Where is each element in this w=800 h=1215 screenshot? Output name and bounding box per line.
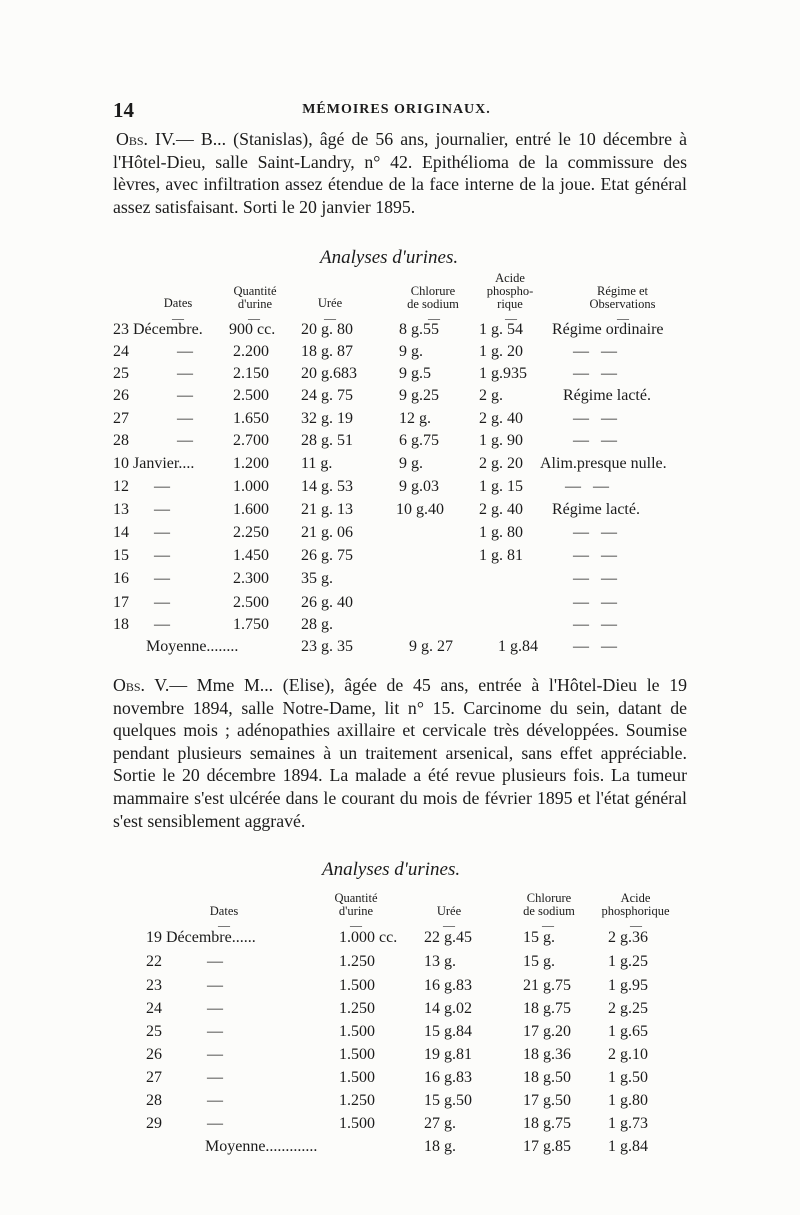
row-uree: 19 g.81 [424, 1046, 472, 1063]
row-uree: 15 g.84 [424, 1023, 472, 1040]
row-date: 24 [113, 343, 129, 360]
header-dash: — [443, 918, 455, 932]
row-quantite: 1.000 [233, 478, 269, 495]
row-acide: 2 g. [479, 387, 503, 404]
row-chlorure: 15 g. [523, 953, 555, 970]
table-row-average [0, 1138, 800, 1162]
row-uree: 32 g. 19 [301, 410, 353, 427]
table-row [0, 594, 800, 618]
row-ditto: — [154, 501, 170, 518]
observation-5-paragraph [113, 674, 687, 832]
row-uree: 14 g.02 [424, 1000, 472, 1017]
row-acide: 1 g. 80 [479, 524, 523, 541]
table-row [0, 953, 800, 977]
table-1-header-regime [570, 285, 675, 311]
header-dash: — [505, 311, 517, 325]
header-line: d'urine [237, 297, 273, 311]
row-date: 27 [113, 410, 129, 427]
row-regime: Régime ordinaire [552, 321, 664, 338]
average-uree: 23 g. 35 [301, 638, 353, 655]
table-row [0, 387, 800, 411]
row-regime: — — [573, 616, 617, 633]
row-uree: 13 g. [424, 953, 456, 970]
row-acide: 1 g.95 [608, 977, 648, 994]
row-ditto: — [207, 1092, 223, 1109]
header-dash: — [248, 311, 260, 325]
row-quantite: 1.450 [233, 547, 269, 564]
header-line: rique [497, 297, 523, 311]
row-regime: — — [573, 343, 617, 360]
average-acide: 1 g.84 [608, 1138, 648, 1155]
observation-4-label: Obs. IV. [116, 129, 176, 149]
row-acide: 1 g.50 [608, 1069, 648, 1086]
row-ditto: — [154, 478, 170, 495]
table-row [0, 570, 800, 594]
row-uree: 18 g. 87 [301, 343, 353, 360]
row-ditto: — [207, 1000, 223, 1017]
row-ditto: — [207, 977, 223, 994]
row-quantite: 1.500 [339, 1023, 375, 1040]
row-quantite: 1.250 [339, 953, 375, 970]
row-chlorure: 10 g.40 [396, 501, 444, 518]
row-regime: — — [573, 432, 617, 449]
row-ditto: — [177, 343, 193, 360]
row-quantite: 2.700 [233, 432, 269, 449]
row-date: 22 [146, 953, 162, 970]
header-line: Acide [620, 891, 651, 905]
row-acide: 1 g. 54 [479, 321, 523, 338]
row-ditto: — [177, 410, 193, 427]
row-ditto: — [207, 1046, 223, 1063]
row-uree: 22 g.45 [424, 929, 472, 946]
header-dash: — [172, 311, 184, 325]
table-1-header-uree: Urée [317, 296, 343, 310]
row-ditto: — [154, 547, 170, 564]
row-uree: 28 g. 51 [301, 432, 353, 449]
page-number: 14 [113, 98, 134, 122]
row-regime: — — [573, 365, 617, 382]
row-quantite: 1.750 [233, 616, 269, 633]
row-ditto: — [154, 594, 170, 611]
row-uree: 11 g. [301, 455, 333, 472]
running-title: MÉMOIRES ORIGINAUX. [302, 102, 491, 117]
header-dash: — [428, 311, 440, 325]
row-regime: — — [573, 547, 617, 564]
header-line: Observations [589, 297, 656, 311]
row-date: 26 [146, 1046, 162, 1063]
row-regime: Régime lacté. [563, 387, 651, 404]
row-regime: — — [565, 478, 609, 495]
row-acide: 2 g.10 [608, 1046, 648, 1063]
row-quantite: 1.500 [339, 1046, 375, 1063]
row-regime: — — [573, 570, 617, 587]
header-line: Chlorure [526, 891, 572, 905]
row-date: 19 Décembre...... [146, 929, 256, 946]
header-dash: — [350, 918, 362, 932]
row-date: 14 [113, 524, 129, 541]
table-row [0, 547, 800, 571]
row-uree: 21 g. 06 [301, 524, 353, 541]
row-quantite: 1.500 [339, 1115, 375, 1132]
row-ditto: — [177, 432, 193, 449]
table-1-caption: Analyses d'urines. [320, 247, 459, 268]
table-1-header-quantite [215, 285, 295, 311]
table-row [0, 524, 800, 548]
row-acide: 1 g.935 [479, 365, 527, 382]
row-quantite: 2.500 [233, 387, 269, 404]
table-2-header-acide [588, 892, 683, 918]
row-uree: 14 g. 53 [301, 478, 353, 495]
table-row [0, 478, 800, 502]
row-date: 28 [113, 432, 129, 449]
row-date: 23 Décembre. [113, 321, 203, 338]
row-chlorure: 6 g.75 [399, 432, 439, 449]
row-date: 15 [113, 547, 129, 564]
table-row [0, 501, 800, 525]
table-2-header-dates: Dates [209, 904, 239, 918]
row-date: 10 Janvier.... [113, 455, 195, 472]
row-date: 28 [146, 1092, 162, 1109]
header-line: Quantité [334, 891, 378, 905]
row-uree: 20 g. 80 [301, 321, 353, 338]
row-uree: 26 g. 40 [301, 594, 353, 611]
header-line: de sodium [407, 297, 459, 311]
header-line: phospho- [486, 284, 534, 298]
row-chlorure: 17 g.50 [523, 1092, 571, 1109]
row-uree: 16 g.83 [424, 977, 472, 994]
average-acide: 1 g.84 [498, 638, 538, 655]
row-quantite: 1.500 [339, 1069, 375, 1086]
row-uree: 16 g.83 [424, 1069, 472, 1086]
row-quantite: 1.500 [339, 977, 375, 994]
table-row [0, 616, 800, 640]
header-line: Régime et [596, 284, 649, 298]
row-uree: 15 g.50 [424, 1092, 472, 1109]
row-quantite: 1.600 [233, 501, 269, 518]
row-uree: 27 g. [424, 1115, 456, 1132]
row-quantite: 2.500 [233, 594, 269, 611]
row-chlorure: 18 g.50 [523, 1069, 571, 1086]
row-chlorure: 21 g.75 [523, 977, 571, 994]
table-1-header-dates: Dates [163, 296, 193, 310]
row-date: 26 [113, 387, 129, 404]
row-acide: 2 g.36 [608, 929, 648, 946]
row-chlorure: 12 g. [399, 410, 431, 427]
row-date: 23 [146, 977, 162, 994]
row-ditto: — [207, 1023, 223, 1040]
row-chlorure: 9 g. [399, 343, 423, 360]
row-ditto: — [207, 1115, 223, 1132]
row-chlorure: 9 g.25 [399, 387, 439, 404]
average-regime: — — [573, 638, 617, 655]
row-quantite: 1.200 [233, 455, 269, 472]
row-chlorure: 18 g.75 [523, 1000, 571, 1017]
average-label: Moyenne............. [205, 1138, 318, 1155]
row-acide: 1 g.65 [608, 1023, 648, 1040]
row-ditto: — [207, 953, 223, 970]
header-line: Quantité [233, 284, 277, 298]
header-dash: — [542, 918, 554, 932]
header-dash: — [617, 311, 629, 325]
row-acide: 2 g. 40 [479, 501, 523, 518]
header-line: Chlorure [410, 284, 456, 298]
row-quantite: 2.250 [233, 524, 269, 541]
row-uree: 35 g. [301, 570, 333, 587]
row-uree: 28 g. [301, 616, 333, 633]
row-date: 12 [113, 478, 129, 495]
row-acide: 1 g.80 [608, 1092, 648, 1109]
row-acide: 2 g. 20 [479, 455, 523, 472]
row-quantite: 1.250 [339, 1000, 375, 1017]
row-acide: 1 g. 20 [479, 343, 523, 360]
row-chlorure: 9 g.5 [399, 365, 431, 382]
row-regime: Régime lacté. [552, 501, 640, 518]
table-row [0, 1000, 800, 1024]
table-row [0, 365, 800, 389]
header-dash: — [218, 918, 230, 932]
row-ditto: — [154, 616, 170, 633]
header-dash: — [324, 311, 336, 325]
row-quantite: 1.000 cc. [339, 929, 398, 946]
row-chlorure: 9 g. [399, 455, 423, 472]
row-date: 27 [146, 1069, 162, 1086]
row-acide: 1 g. 81 [479, 547, 523, 564]
row-quantite: 900 cc. [229, 321, 276, 338]
row-acide: 1 g.25 [608, 953, 648, 970]
header-line: Acide [495, 271, 525, 285]
row-uree: 20 g.683 [301, 365, 357, 382]
row-regime: — — [573, 594, 617, 611]
table-row [0, 929, 800, 953]
row-chlorure: 18 g.75 [523, 1115, 571, 1132]
table-row [0, 1023, 800, 1047]
table-1-header-chlorure [388, 285, 478, 311]
table-row [0, 343, 800, 367]
observation-5-label: Obs. V. [113, 675, 170, 695]
row-chlorure: 17 g.20 [523, 1023, 571, 1040]
row-quantite: 2.150 [233, 365, 269, 382]
observation-4-text: — B... (Stanislas), âgé de 56 ans, journalier, entré le 10 décembre à l'Hôtel-Dieu, salle Saint-Landry, n° 42. Epithélioma de la commissure des lèvres, avec infiltration assez étendue de la face interne de la joue. Etat général assez satisfaisant. Sorti le 20 janvier 1895. [113, 129, 688, 217]
row-ditto: — [177, 387, 193, 404]
row-date: 17 [113, 594, 129, 611]
average-uree: 18 g. [424, 1138, 456, 1155]
table-row [0, 977, 800, 1001]
table-row [0, 410, 800, 434]
row-quantite: 1.250 [339, 1092, 375, 1109]
row-date: 25 [146, 1023, 162, 1040]
table-2-header-uree: Urée [436, 904, 462, 918]
row-regime: — — [573, 410, 617, 427]
row-acide: 2 g. 40 [479, 410, 523, 427]
row-ditto: — [154, 524, 170, 541]
table-row-average [0, 638, 800, 662]
row-chlorure: 18 g.36 [523, 1046, 571, 1063]
row-regime: — — [573, 524, 617, 541]
table-row [0, 1046, 800, 1070]
table-row [0, 1092, 800, 1116]
header-line: d'urine [338, 904, 374, 918]
row-ditto: — [154, 570, 170, 587]
table-2-header-chlorure [505, 892, 593, 918]
table-row [0, 1115, 800, 1139]
table-row [0, 321, 800, 345]
row-chlorure: 15 g. [523, 929, 555, 946]
average-chlorure: 17 g.85 [523, 1138, 571, 1155]
row-chlorure: 9 g.03 [399, 478, 439, 495]
row-uree: 26 g. 75 [301, 547, 353, 564]
row-date: 29 [146, 1115, 162, 1132]
observation-5-text: — Mme M... (Elise), âgée de 45 ans, entrée à l'Hôtel-Dieu le 19 novembre 1894, salle Notre-Dame, lit n° 15. Carcinome du sein, datant de quelques mois ; adénopathies axillaire et cervicale très développées. Soumise pendant plusieurs semaines à un traitement arsenical, sans effet appréciable. Sortie le 20 décembre 1894. La malade a été revue plusieurs fois. La tumeur mammaire s'est ulcérée dans le courant du mois de février 1895 et l'état général s'est sensiblement aggravé. [113, 675, 687, 831]
row-date: 13 [113, 501, 129, 518]
row-acide: 1 g. 90 [479, 432, 523, 449]
row-ditto: — [177, 365, 193, 382]
table-1-header-acide [475, 272, 545, 311]
header-line: de sodium [523, 904, 575, 918]
row-ditto: — [207, 1069, 223, 1086]
row-chlorure: 8 g.55 [399, 321, 439, 338]
row-acide: 2 g.25 [608, 1000, 648, 1017]
table-row [0, 1069, 800, 1093]
table-2-header-quantite [320, 892, 392, 918]
header-dash: — [630, 918, 642, 932]
table-row [0, 432, 800, 456]
row-acide: 1 g. 15 [479, 478, 523, 495]
row-acide: 1 g.73 [608, 1115, 648, 1132]
row-quantite: 2.300 [233, 570, 269, 587]
average-label: Moyenne........ [146, 638, 239, 655]
row-date: 24 [146, 1000, 162, 1017]
row-date: 16 [113, 570, 129, 587]
header-line: phosphorique [601, 904, 670, 918]
row-date: 25 [113, 365, 129, 382]
row-uree: 21 g. 13 [301, 501, 353, 518]
row-uree: 24 g. 75 [301, 387, 353, 404]
page-header [113, 98, 680, 122]
row-regime: Alim.presque nulle. [540, 455, 667, 472]
table-2-caption: Analyses d'urines. [322, 859, 461, 880]
average-chlorure: 9 g. 27 [409, 638, 453, 655]
row-date: 18 [113, 616, 129, 633]
row-quantite: 1.650 [233, 410, 269, 427]
observation-4-paragraph [113, 128, 687, 218]
table-row [0, 455, 800, 479]
row-quantite: 2.200 [233, 343, 269, 360]
